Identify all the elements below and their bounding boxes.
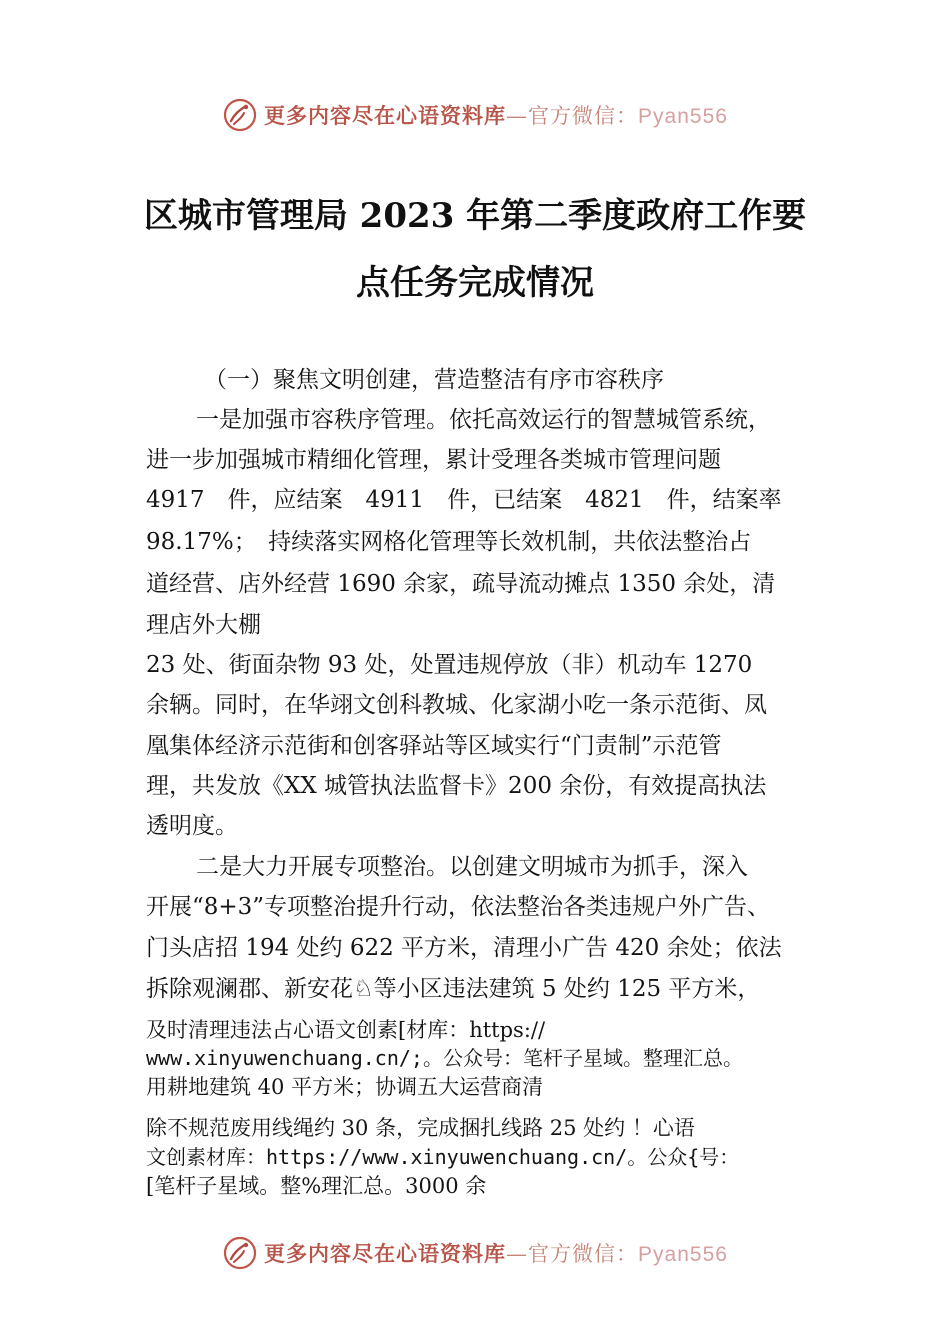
banner-text <box>264 1238 728 1268</box>
paragraph-line: 理店外大棚 <box>146 612 261 638</box>
paragraph-line: 一是加强市容秩序管理。依托高效运行的智慧城管系统， <box>196 407 771 433</box>
hand-pen-logo-icon <box>222 97 258 133</box>
banner-wechat-id: Pyan556 <box>638 105 728 128</box>
section-heading: （一）聚焦文明创建，营造整洁有序市容秩序 <box>204 367 664 393</box>
watermark-text-line: 及时清理违法占心语文创素[材库：https:// <box>146 1018 546 1042</box>
paragraph-line: 98.17%； 持续落实网格化管理等长效机制，共依法整治占 <box>146 529 752 555</box>
paragraph-line: 理，共发放《XX 城管执法监督卡》200 余份，有效提高执法 <box>146 773 767 799</box>
paragraph-line: 4917 件，应结案 4911 件，已结案 4821 件，结案率 <box>146 487 782 513</box>
header-banner <box>0 93 950 137</box>
paragraph-line: 余辆。同时，在华翊文创科教城、化家湖小吃一条示范街、凤 <box>146 692 767 718</box>
banner-wechat-label: —官方微信： <box>506 104 639 128</box>
banner-text <box>264 100 728 130</box>
document-title-line-1: 区城市管理局 2023 年第二季度政府工作要 <box>143 196 807 236</box>
paragraph-line: 进一步加强城市精细化管理，累计受理各类城市管理问题 <box>146 447 721 473</box>
watermark-text-line: www.xinyuwenchuang.cn/;。公众号：笔杆子星域。整理汇总。 <box>146 1046 743 1070</box>
footer-banner <box>0 1231 950 1275</box>
hand-pen-logo-icon <box>222 1235 258 1271</box>
paragraph-line: 门头店招 194 处约 622 平方米，清理小广告 420 余处；依法 <box>146 935 782 961</box>
paragraph-line: 二是大力开展专项整治。以创建文明城市为抓手，深入 <box>196 854 748 880</box>
paragraph-line: 开展“8+3”专项整治提升行动，依法整治各类违规户外广告、 <box>146 894 771 920</box>
paragraph-line: 23 处、街面杂物 93 处，处置违规停放（非）机动车 1270 <box>146 652 753 678</box>
paragraph-line: 拆除观澜郡、新安花♘等小区违法建筑 5 处约 125 平方米， <box>146 976 761 1002</box>
watermark-text-line: 文创素材库：https://www.xinyuwenchuang.cn/。公众{号： <box>146 1145 740 1169</box>
watermark-text-line: [笔杆子星域。整%理汇总。3000 余 <box>146 1174 487 1198</box>
paragraph-line: 道经营、店外经营 1690 余家，疏导流动摊点 1350 余处，清 <box>146 571 776 597</box>
banner-library-text: 更多内容尽在心语资料库 <box>264 1241 507 1266</box>
watermark-text-line: 除不规范废用线绳约 30 条，完成捆扎线路 25 处约 ！心语 <box>146 1116 695 1140</box>
paragraph-line: 凰集体经济示范街和创客驿站等区域实行“门责制”示范管 <box>146 733 722 759</box>
paragraph-line: 透明度。 <box>146 813 238 839</box>
document-title-line-2: 点任务完成情况 <box>356 263 594 303</box>
watermark-text-line: 用耕地建筑 40 平方米；协调五大运营商清 <box>146 1075 544 1099</box>
banner-wechat-label: —官方微信： <box>506 1242 639 1266</box>
banner-wechat-id: Pyan556 <box>638 1243 728 1266</box>
banner-library-text: 更多内容尽在心语资料库 <box>264 103 507 128</box>
